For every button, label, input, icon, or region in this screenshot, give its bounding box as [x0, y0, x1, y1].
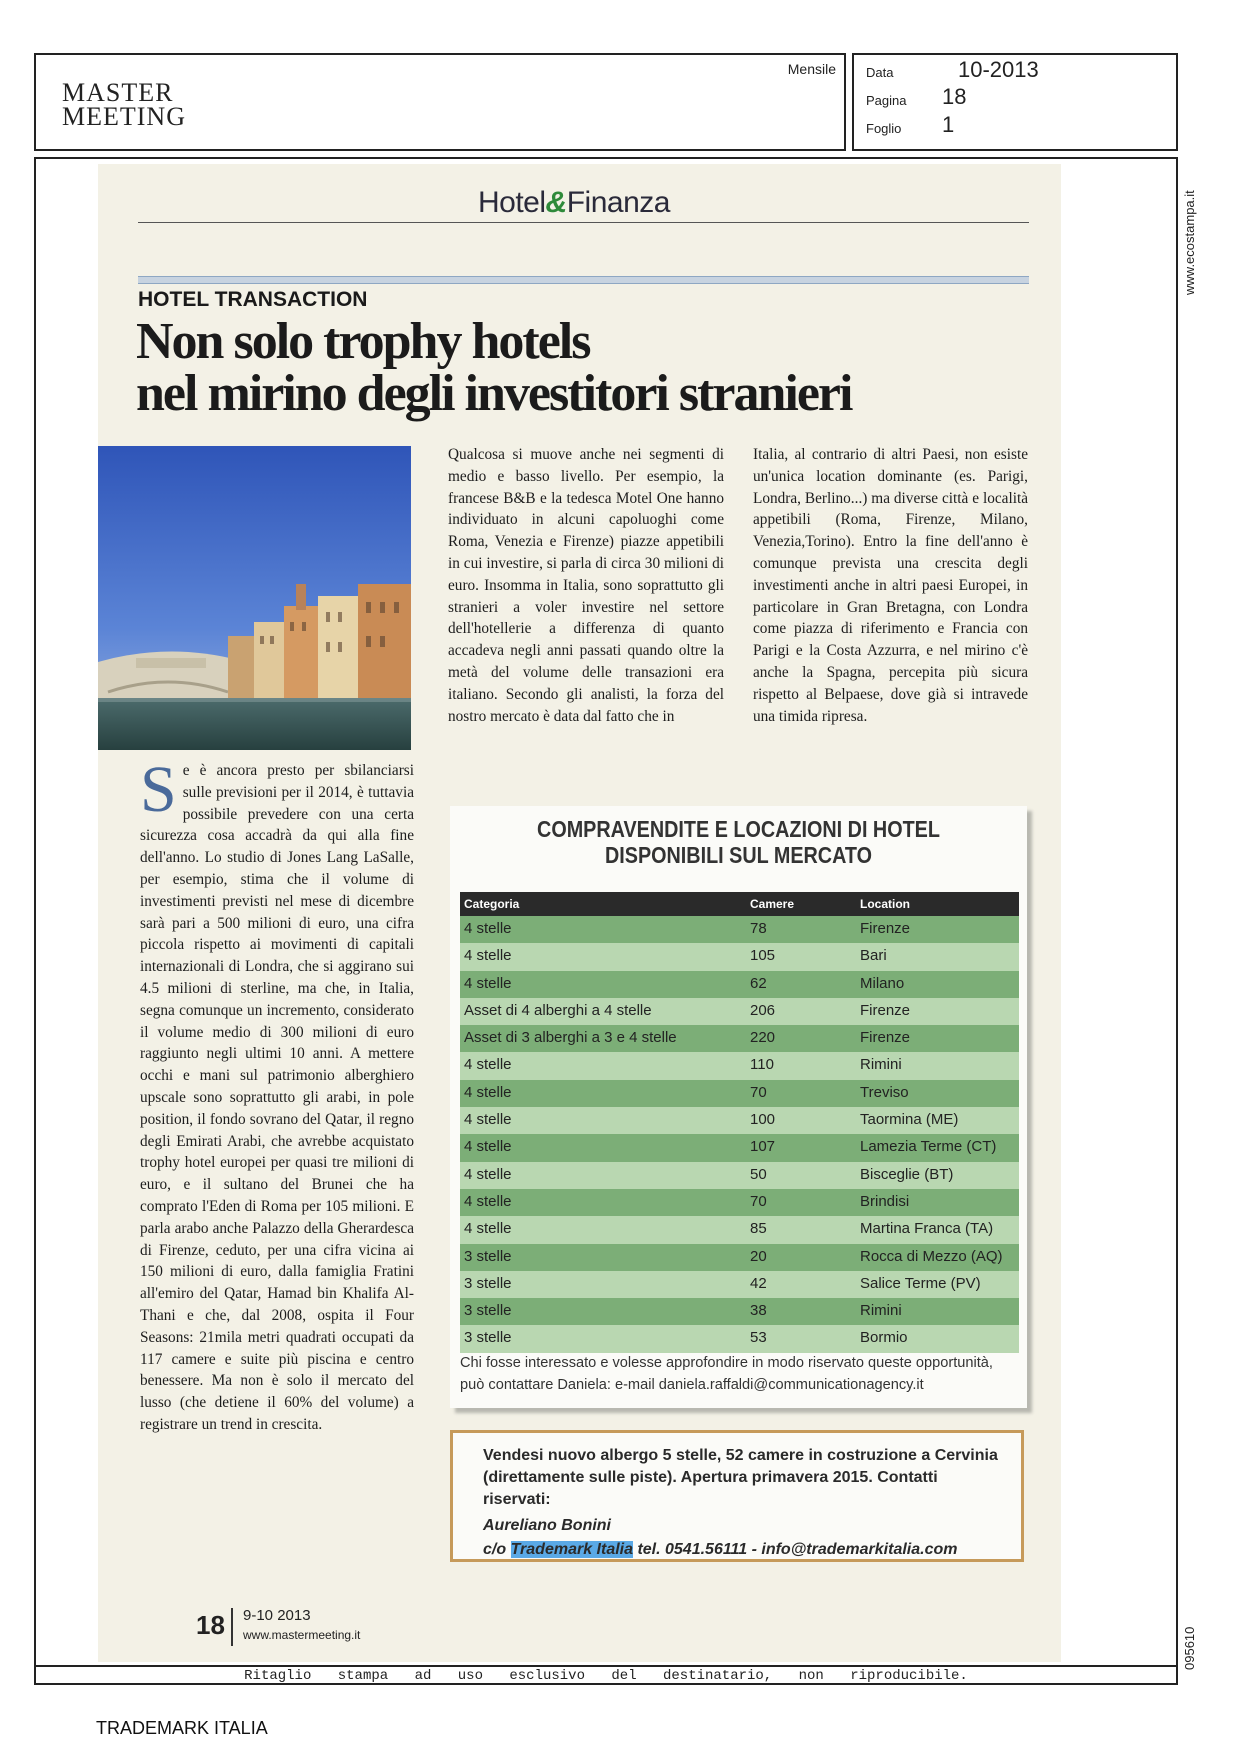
cell-location: Martina Franca (TA) [860, 1220, 994, 1238]
side-url [1182, 175, 1204, 295]
table-row [460, 916, 1019, 943]
header-meta-box [852, 53, 1178, 151]
cell-location: Bisceglie (BT) [860, 1165, 954, 1183]
cell-location: Firenze [860, 1029, 911, 1047]
header-categoria: Categoria [464, 897, 520, 911]
foglio-label: Foglio [866, 121, 902, 136]
footer-divider [231, 1608, 233, 1646]
cell-camere: 50 [750, 1165, 767, 1183]
cell-camere: 70 [750, 1192, 767, 1210]
client-label: TRADEMARK ITALIA [96, 1718, 268, 1738]
magazine-title-amp: & [545, 186, 567, 219]
table-title [490, 816, 986, 868]
advert-text: Vendesi nuovo albergo 5 stelle, 52 camere in costruzione a Cervinia (direttamente sulle piste). Apertura primavera 2015. Contatti riservati: [483, 1447, 998, 1508]
cell-camere: 62 [750, 974, 767, 992]
logo-line-2: MEETING [62, 102, 186, 131]
cell-camere: 20 [750, 1247, 767, 1265]
cell-camere: 85 [750, 1220, 767, 1238]
cell-categoria: Asset di 3 alberghi a 3 e 4 stelle [464, 1029, 677, 1047]
hotel-listings-table [460, 892, 1019, 1353]
article-column-3: Italia, al contrario di altri Paesi, non esiste un'unica location dominante (es. Parigi, Londra, Berlino...) ma diverse città e località appetibili (Roma, Firenze, Milano, Venezia,Torino). Entro la fine dell'anno è comunque prevista una crescita degli investimenti anche in altri paesi Europei, in particolare in Gran Bretagna, con Londra come piazza di riferimento e Francia con Parigi e la Costa Azzurra, e nel mirino c'è anche la Spagna, percepita più sicura rispetto al Belpaese, dove già si intravede una timida ripresa. [753, 446, 1028, 725]
cell-camere: 105 [750, 947, 776, 965]
table-row [460, 1244, 1019, 1271]
cell-camere: 53 [750, 1329, 767, 1347]
venice-photo [98, 446, 411, 750]
sale-advert-box [450, 1430, 1024, 1562]
title-rule [138, 222, 1029, 223]
article-column-2: Qualcosa si muove anche nei segmenti di medio e basso livello. Per esempio, la francese B&B e la tedesca Motel One hanno individuato in alcuni capoluoghi come Roma, Venezia e Firenze) piazze appetibili in cui investire, si parla di circa 30 milioni di euro. Insomma in Italia, sono soprattutto gli stranieri a voler investire nel settore dell'hotellerie a differenza di quanto accadeva negli anni passati quando oltre la metà del volume delle transazioni era italiano. Secondo gli analisti, la forza del nostro mercato è data dal fatto che in [448, 446, 724, 725]
magazine-issue: 9-10 2013 [243, 1607, 311, 1624]
table-row [460, 998, 1019, 1025]
table-row [460, 971, 1019, 998]
table-row [460, 1271, 1019, 1298]
cell-camere: 70 [750, 1083, 767, 1101]
article-kicker: HOTEL TRANSACTION [138, 288, 368, 311]
cell-camere: 78 [750, 920, 767, 937]
cell-location: Salice Terme (PV) [860, 1274, 981, 1292]
column-1-text: e è ancora presto per sbilanciarsi sulle previsioni per il 2014, è tuttavia possibile prevedere con una certa sicurezza cosa accadrà da qui alla fine dell'anno. Lo studio di Jones Lang LaSalle, per esempio, stima che il volume di investimenti previsti nel mese di dicembre sarà pari a 500 milioni di euro, una cifra piccola rispetto ai movimenti di capitali internazionali di Londra, che si aggirano sui 4.5 milioni di sterline, ma che, in Italia, segna comunque un incremento, considerato il volume medio di 300 milioni di euro raggiunto negli ultimi 10 anni. A mettere occhi e mani sul patrimonio alberghiero upscale sono soprattutto gli arabi, in pole position, il fondo sovrano del Qatar, il regno degli Emirati Arabi, che avrebbe acquistato trophy hotel europei per quasi tre milioni di euro, e il sultano del Brunei che ha comprato l'Eden di Roma per 105 milioni. E parla arabo anche Palazzo della Gherardesca di Firenze, ceduto, per una cifra vicina ai 150 milioni di euro, dalla famiglia Fratini all'emiro del Qatar, Hamad bin Khalifa Al-Thani e che, dal 2008, ospita il Four Seasons: 21mila metri quadrati occupati da 117 camere e suite più piscina e centro benessere. Ma non è solo il mercato del lusso (che detiene il 60% del volume) a registrare un trend in crescita. [140, 762, 414, 1433]
advert-contact-prefix: c/o [483, 1541, 511, 1558]
hotel-listings-box [450, 806, 1027, 1408]
cell-location: Bari [860, 947, 887, 965]
section-rule [138, 276, 1029, 284]
table-row [460, 1298, 1019, 1325]
cell-location: Treviso [860, 1083, 909, 1101]
cell-location: Rocca di Mezzo (AQ) [860, 1247, 1003, 1265]
table-row [460, 1189, 1019, 1216]
table-row [460, 943, 1019, 970]
table-row [460, 1025, 1019, 1052]
reproduction-notice: Ritaglio stampa ad uso esclusivo del destinatario, non riproducibile. [244, 1668, 968, 1684]
table-row [460, 1134, 1019, 1161]
data-label: Data [866, 65, 894, 80]
cell-categoria: 4 stelle [464, 1083, 512, 1101]
side-code [1182, 1610, 1204, 1670]
table-title-line-2: DISPONIBILI SUL MERCATO [604, 842, 873, 868]
advert-contact-details: tel. 0541.56111 - info@trademarkitalia.com [633, 1541, 958, 1558]
cell-location: Taormina (ME) [860, 1111, 959, 1129]
cell-categoria: 4 stelle [464, 1056, 512, 1074]
cell-location: Firenze [860, 1001, 911, 1019]
headline-line-2: nel mirino degli investitori stranieri [136, 365, 852, 422]
advert-highlighted-company: Trademark Italia [510, 1541, 633, 1558]
cell-categoria: 4 stelle [464, 1138, 512, 1156]
cell-categoria: 4 stelle [464, 920, 512, 937]
cell-camere: 206 [750, 1001, 776, 1019]
article-headline [136, 313, 852, 422]
cell-categoria: 4 stelle [464, 1165, 512, 1183]
cell-categoria: 4 stelle [464, 1111, 512, 1129]
table-header-row [460, 892, 1019, 916]
cell-location: Lamezia Terme (CT) [860, 1138, 997, 1156]
cell-camere: 38 [750, 1302, 767, 1320]
cell-camere: 100 [750, 1111, 776, 1129]
header-left-box [34, 53, 846, 151]
logo-line-1: MASTER [62, 78, 174, 107]
cell-categoria: Asset di 4 alberghi a 4 stelle [464, 1001, 652, 1019]
cell-categoria: 4 stelle [464, 947, 512, 965]
cell-categoria: 4 stelle [464, 974, 512, 992]
data-value: 10-2013 [958, 57, 1039, 82]
cell-location: Bormio [860, 1329, 908, 1347]
table-row [460, 1052, 1019, 1079]
table-title-line-1: COMPRAVENDITE E LOCAZIONI DI HOTEL [537, 816, 940, 842]
cell-camere: 42 [750, 1274, 767, 1292]
advert-contact-line [483, 1541, 957, 1559]
pagina-label: Pagina [866, 93, 907, 108]
cell-location: Rimini [860, 1302, 902, 1320]
magazine-page-number: 18 [196, 1610, 225, 1640]
headline-line-1: Non solo trophy hotels [136, 313, 590, 370]
magazine-site: www.mastermeeting.it [243, 1628, 361, 1642]
cell-location: Rimini [860, 1056, 902, 1074]
header-location: Location [860, 897, 910, 911]
cell-categoria: 3 stelle [464, 1302, 512, 1320]
pagina-value: 18 [942, 84, 967, 109]
cell-camere: 107 [750, 1138, 776, 1156]
cell-location: Brindisi [860, 1192, 910, 1210]
cell-categoria: 4 stelle [464, 1220, 512, 1238]
master-meeting-logo [62, 78, 186, 131]
advert-contact-name: Aureliano Bonini [483, 1517, 611, 1534]
cell-camere: 110 [750, 1056, 774, 1074]
cell-camere: 220 [750, 1029, 776, 1047]
table-row [460, 1325, 1019, 1352]
header-camere: Camere [750, 897, 795, 911]
magazine-title-right: Finanza [566, 186, 670, 219]
magazine-section-title [478, 186, 670, 220]
side-url-text: www.ecostampa.it [1182, 190, 1197, 295]
table-row [460, 1162, 1019, 1189]
cell-categoria: 3 stelle [464, 1247, 512, 1265]
table-row [460, 1216, 1019, 1243]
cell-categoria: 3 stelle [464, 1274, 512, 1292]
drop-cap: S [140, 753, 177, 826]
cell-location: Firenze [860, 920, 911, 937]
foglio-value: 1 [942, 112, 955, 137]
article-column-1 [140, 753, 414, 1436]
side-code-text: 095610 [1182, 1626, 1197, 1670]
venice-photo-graphic [98, 446, 411, 750]
cell-categoria: 4 stelle [464, 1192, 512, 1210]
magazine-page [98, 164, 1061, 1662]
table-row [460, 1107, 1019, 1134]
table-note: Chi fosse interessato e volesse approfondire in modo riservato queste opportunità, può contattare Daniela: e-mail daniela.raffaldi@communicationagency.it [460, 1355, 993, 1393]
magazine-title-left: Hotel [478, 186, 546, 219]
notice-rule [34, 1665, 1178, 1667]
cell-categoria: 3 stelle [464, 1329, 512, 1347]
periodicity-label: Mensile [787, 61, 836, 77]
cell-location: Milano [860, 974, 905, 992]
table-row [460, 1080, 1019, 1107]
